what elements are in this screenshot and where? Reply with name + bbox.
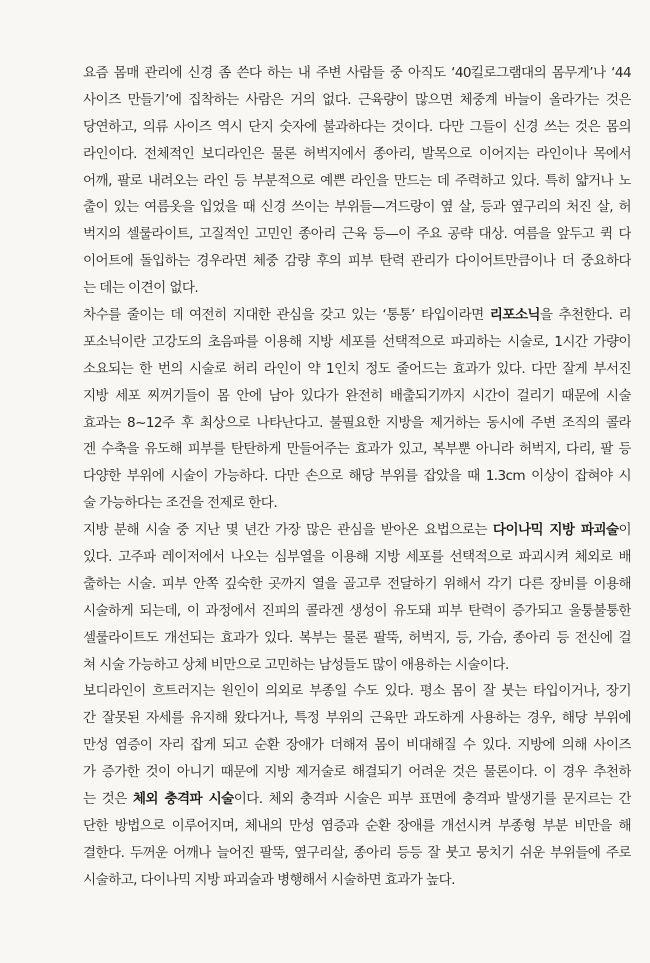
text-line: [83, 87, 631, 114]
text-segment: 효과는 8~12주 후 최상으로 나타난다고. 불필요한 지방을 제거하는 동시에 주변 조직의 콜라: [83, 414, 631, 431]
text-segment: 라인이다. 전체적인 보디라인은 물론 허벅지에서 종아리, 발목으로 이어지는 라인이나 목에서: [83, 145, 631, 162]
text-segment: 포소닉이란 고강도의 초음파를 이용해 지방 세포를 선택적으로 파괴하는 시술로, 1시간 가량이: [83, 333, 631, 350]
text-segment: 시술하고, 다이나믹 지방 파괴술과 병행해서 시술하면 효과가 높다.: [83, 871, 455, 888]
paragraph: [83, 517, 631, 678]
text-segment: 만성 염증이 자리 잡게 되고 순환 장애가 더해져 몸이 비대해질 수 있다. 지방에 의해 사이즈: [83, 737, 631, 754]
text-line: [83, 329, 631, 356]
highlighted-treatment-name: 리포소닉: [489, 307, 540, 324]
text-segment: 간 잘못된 자세를 유지해 왔다거나, 특정 부위의 근육만 과도하게 사용하는 경우, 해당 부위에: [83, 710, 631, 727]
text-line: [83, 867, 631, 894]
text-line: [83, 436, 631, 463]
text-line: [83, 463, 631, 490]
text-segment: 을 추천한다. 리: [539, 307, 631, 324]
text-segment: 벅지의 셀룰라이트, 고질적인 고민인 종아리 근육 등—이 주요 공략 대상. 여름을 앞두고 퀵 다: [83, 226, 631, 243]
text-segment: 있다. 고주파 레이저에서 나오는 심부열을 이용해 지방 세포를 선택적으로 파괴시켜 체외로 배: [83, 549, 631, 566]
text-segment: 사이즈 만들기’에 집착하는 사람은 거의 없다. 근육량이 많으면 체중계 바늘이 올라가는 것은: [83, 91, 631, 108]
paragraph: [83, 678, 631, 893]
text-segment: 지방 분해 시술 중 지난 몇 년간 가장 많은 관심을 받아온 요법으로는: [83, 522, 493, 539]
text-segment: 당연하고, 의류 사이즈 역시 단지 숫자에 불과하다는 것이다. 다만 그들이 신경 쓰는 것은 몸의: [83, 118, 631, 135]
text-segment: 이다. 체외 충격파 시술은 피부 표면에 충격파 발생기를 문지르는 간: [233, 791, 631, 808]
text-line: [83, 732, 631, 759]
text-line: [83, 625, 631, 652]
text-line: [83, 544, 631, 571]
text-segment: 쳐 시술 가능하고 상체 비만으로 고민하는 남성들도 많이 애용하는 시술이다.: [83, 656, 509, 673]
text-segment: 출이 있는 여름옷을 입었을 때 신경 쓰이는 부위들—겨드랑이 옆 살, 등과 옆구리의 처진 살, 허: [83, 199, 631, 216]
text-line: [83, 678, 631, 705]
text-line: [83, 840, 631, 867]
text-segment: 보디라인이 흐트러지는 원인이 의외로 부종일 수도 있다. 평소 몸이 잘 붓는 타입이거나, 장기: [83, 683, 631, 700]
article-body: [83, 60, 631, 894]
text-segment: 요즘 몸매 관리에 신경 좀 쓴다 하는 내 주변 사람들 중 아직도 ‘40킬로그램대의 몸무게’나 ‘44: [83, 65, 631, 81]
paragraph: [83, 60, 631, 302]
text-line: [83, 652, 631, 679]
text-line: [83, 356, 631, 383]
text-line: [83, 194, 631, 221]
text-line: [83, 302, 631, 329]
text-segment: 가 증가한 것이 아니기 때문에 지방 제거술로 해결되기 어려운 것은 물론이다. 이 경우 추천하: [83, 764, 631, 781]
text-segment: 출하는 시술. 피부 안쪽 깊숙한 곳까지 열을 골고루 전달하기 위해서 각기 다른 장비를 이용해: [83, 575, 631, 592]
text-segment: 차수를 줄이는 데 여전히 지대한 관심을 갖고 있는 ‘통통’ 타입이라면: [83, 307, 490, 324]
paragraph: [83, 302, 631, 517]
text-line: [83, 571, 631, 598]
text-line: [83, 60, 631, 87]
text-segment: 는 데는 이견이 없다.: [83, 280, 199, 297]
text-line: [83, 490, 631, 517]
text-segment: 지방 세포 찌꺼기들이 몸 안에 남아 있다가 완전히 배출되기까지 시간이 걸리기 때문에 시술: [83, 387, 631, 404]
text-line: [83, 759, 631, 786]
text-line: [83, 705, 631, 732]
text-line: [83, 114, 631, 141]
text-line: [83, 786, 631, 813]
text-line: [83, 517, 631, 544]
text-line: [83, 248, 631, 275]
text-line: [83, 221, 631, 248]
highlighted-treatment-name: 다이나믹 지방 파괴술: [492, 522, 619, 539]
text-segment: 셀룰라이트도 개선되는 효과가 있다. 복부는 물론 팔뚝, 허벅지, 등, 가슴, 종아리 등 전신에 걸: [83, 629, 631, 646]
text-line: [83, 598, 631, 625]
text-segment: 어깨, 팔로 내려오는 라인 등 부분적으로 예쁜 라인을 만드는 데 주력하고 있다. 특히 얇거나 노: [83, 172, 631, 189]
text-segment: 결한다. 두꺼운 어깨나 늘어진 팔뚝, 옆구리살, 종아리 등등 잘 붓고 뭉치기 쉬운 부위들에 주로: [83, 844, 631, 861]
text-segment: 는 것은: [83, 791, 133, 808]
text-line: [83, 168, 631, 195]
text-segment: 이: [618, 522, 631, 539]
text-segment: 이어트에 돌입하는 경우라면 체중 감량 후의 피부 탄력 관리가 다이어트만큼이나 더 중요하다: [83, 253, 631, 270]
text-line: [83, 410, 631, 437]
text-segment: 단한 방법으로 이루어지며, 체내의 만성 염증과 순환 장애를 개선시켜 부종형 부분 비만을 해: [83, 817, 631, 834]
text-segment: 겐 수축을 유도해 피부를 탄탄하게 만들어주는 효과가 있고, 복부뿐 아니라 허벅지, 다리, 팔 등: [83, 441, 631, 458]
text-segment: 시술하게 되는데, 이 과정에서 진피의 콜라겐 생성이 유도돼 피부 탄력이 증가되고 울퉁불퉁한: [83, 602, 631, 619]
text-line: [83, 275, 631, 302]
text-line: [83, 141, 631, 168]
text-line: [83, 813, 631, 840]
text-segment: 술 가능하다는 조건을 전제로 한다.: [83, 495, 278, 512]
text-segment: 소요되는 한 번의 시술로 허리 라인이 약 1인치 정도 줄어드는 효과가 있다. 다만 잘게 부서진: [83, 360, 631, 377]
text-line: [83, 383, 631, 410]
highlighted-treatment-name: 체외 충격파 시술: [132, 791, 234, 808]
text-segment: 다양한 부위에 시술이 가능하다. 다만 손으로 해당 부위를 잡았을 때 1.3cm 이상이 잡혀야 시: [83, 468, 631, 485]
